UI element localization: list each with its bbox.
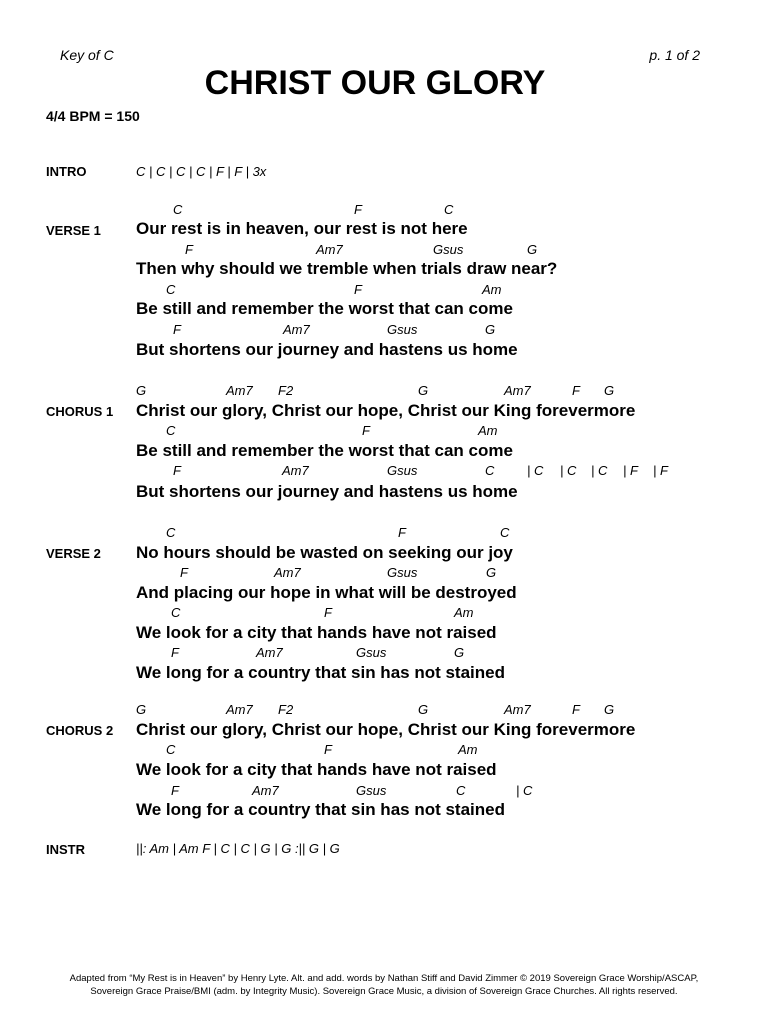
chord: G (604, 702, 615, 717)
chord: F (572, 383, 580, 398)
chord: F (324, 605, 332, 620)
chord: C (444, 202, 454, 217)
chord: G (485, 322, 496, 337)
lyric-line: No hours should be wasted on seeking our joy (136, 543, 513, 562)
key-label: Key of C (60, 47, 114, 63)
chord: C (166, 742, 176, 757)
chord: Gsus (356, 645, 387, 660)
chord: G (527, 242, 538, 257)
chord: Am (482, 282, 502, 297)
chord: G (604, 383, 615, 398)
chord: G (486, 565, 497, 580)
chord: F (173, 463, 181, 478)
chord: C (456, 783, 466, 798)
chord: Am7 (283, 322, 310, 337)
chord: Am7 (226, 702, 253, 717)
lyric-line: Christ our glory, Christ our hope, Christ our King forevermore (136, 720, 636, 739)
section-label-intro: INTRO (46, 164, 87, 179)
instr-chords: ||: Am | Am F | C | C | G | G :|| G | G (136, 841, 340, 856)
chord-line (136, 423, 736, 439)
chord: F (362, 423, 370, 438)
chord: Am7 (274, 565, 301, 580)
chord: G (136, 383, 147, 398)
chord: Am7 (504, 702, 531, 717)
chord: Gsus (356, 783, 387, 798)
chord: C (166, 525, 176, 540)
section-label-chorus-2: CHORUS 2 (46, 723, 114, 738)
chord: F (354, 202, 362, 217)
chord: | C (527, 463, 544, 478)
chord: G (418, 383, 429, 398)
chord: Am7 (226, 383, 253, 398)
chord-line (136, 463, 736, 479)
chord-line (136, 605, 736, 621)
lyric-line: But shortens our journey and hastens us home (136, 482, 518, 501)
copyright-line-1: Adapted from “My Rest is in Heaven” by Henry Lyte. Alt. and add. words by Nathan Stiff and David Zimmer © 2019 Sovereign Grace Worship/ASCAP, (69, 973, 699, 984)
chord: F (185, 242, 193, 257)
intro-chords: C | C | C | C | F | F | 3x (136, 164, 267, 179)
lyric-line: Our rest is in heaven, our rest is not here (136, 219, 468, 238)
chord: Gsus (387, 322, 418, 337)
lyric-line: And placing our hope in what will be destroyed (136, 583, 517, 602)
chord: F2 (278, 383, 294, 398)
chord-line (136, 783, 736, 799)
lyric-line: We long for a country that sin has not stained (136, 663, 505, 682)
section-label-instr: INSTR (46, 842, 85, 857)
chord: Am7 (282, 463, 309, 478)
chord: Am (478, 423, 498, 438)
section-label-verse-2: VERSE 2 (46, 546, 101, 561)
chord: Am7 (504, 383, 531, 398)
chord: F2 (278, 702, 294, 717)
chord-line (136, 525, 736, 541)
lyric-line: Be still and remember the worst that can come (136, 441, 513, 460)
chord: F (324, 742, 332, 757)
chord: C (166, 423, 176, 438)
lyric-line: We look for a city that hands have not raised (136, 760, 497, 779)
chord: G (418, 702, 429, 717)
chord: Gsus (387, 463, 418, 478)
chord: Am7 (316, 242, 343, 257)
chord: Gsus (387, 565, 418, 580)
chord-line (136, 645, 736, 661)
chord: | C (560, 463, 577, 478)
song-title: CHRIST OUR GLORY (204, 64, 546, 102)
tempo-label: 4/4 BPM = 150 (46, 108, 140, 124)
chord: F (180, 565, 188, 580)
chord-line (136, 742, 736, 758)
lyric-line: Christ our glory, Christ our hope, Christ our King forevermore (136, 401, 636, 420)
chord: Am7 (252, 783, 279, 798)
lyric-line: Then why should we tremble when trials draw near? (136, 259, 558, 278)
chord: Am (458, 742, 478, 757)
section-label-verse-1: VERSE 1 (46, 223, 101, 238)
chord: F (171, 783, 179, 798)
lyric-line: But shortens our journey and hastens us home (136, 340, 518, 359)
chord: Am (454, 605, 474, 620)
chord: F (173, 322, 181, 337)
chord-line (136, 702, 736, 718)
chord-line (136, 282, 736, 298)
chord-line (136, 242, 736, 258)
chord: C (173, 202, 183, 217)
chord: C (485, 463, 495, 478)
chord: | F (623, 463, 638, 478)
chord-line (136, 383, 736, 399)
chord: C (500, 525, 510, 540)
chord: Gsus (433, 242, 464, 257)
chord: F (171, 645, 179, 660)
lyric-line: We look for a city that hands have not raised (136, 623, 497, 642)
chord: F (354, 282, 362, 297)
lyric-line: We long for a country that sin has not stained (136, 800, 505, 819)
chord: | C (516, 783, 533, 798)
copyright-line-2: Sovereign Grace Praise/BMI (adm. by Integrity Music). Sovereign Grace Music, a division of Sovereign Grace Churches. All rights reserved. (90, 986, 678, 997)
chord: G (454, 645, 465, 660)
section-label-chorus-1: CHORUS 1 (46, 404, 114, 419)
chord-line (136, 202, 736, 218)
chord: F (398, 525, 406, 540)
chord-line (136, 565, 736, 581)
chord: | F (653, 463, 668, 478)
chord: | C (591, 463, 608, 478)
chord: C (171, 605, 181, 620)
chord: C (166, 282, 176, 297)
chord: Am7 (256, 645, 283, 660)
lyric-line: Be still and remember the worst that can come (136, 299, 513, 318)
chord: G (136, 702, 147, 717)
page-number: p. 1 of 2 (649, 47, 700, 63)
chord: F (572, 702, 580, 717)
chord-line (136, 322, 736, 338)
